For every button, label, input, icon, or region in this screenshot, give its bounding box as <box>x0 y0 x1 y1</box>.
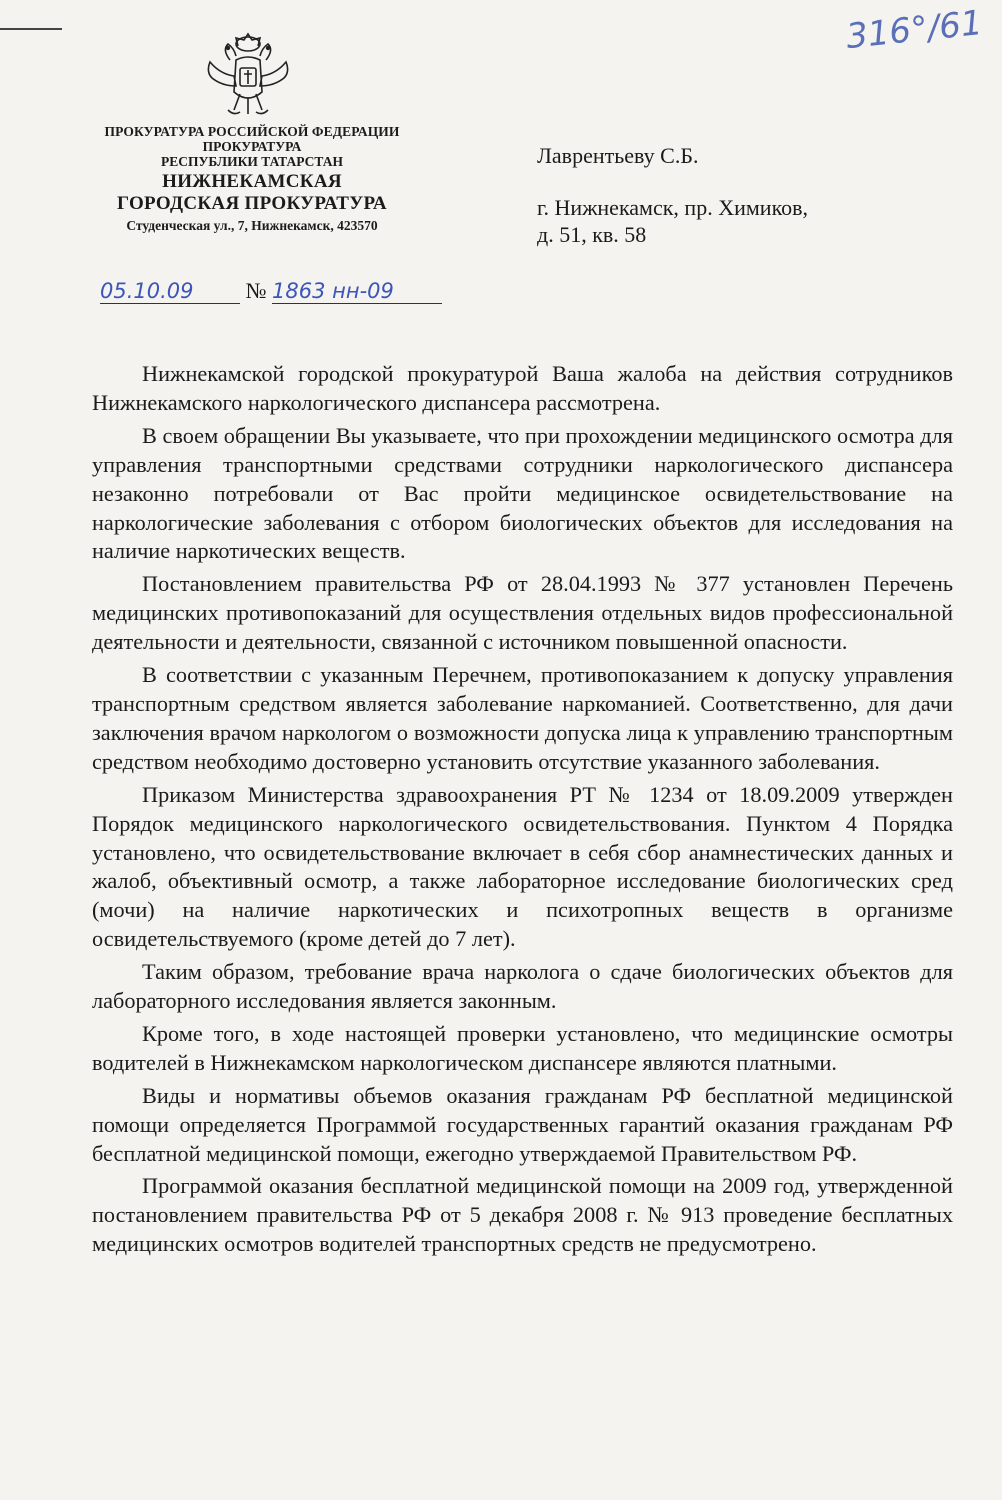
recipient-address-line1: г. Нижнекамск, пр. Химиков, <box>537 195 809 221</box>
paragraph: Таким образом, требование врача нарколога о сдаче биологических объектов для лабораторного исследования является законным. <box>92 959 953 1014</box>
paragraph: Постановлением правительства РФ от 28.04.1993 № 377 установлен Перечень медицинских противопоказаний для осуществления отдельных видов профессиональной деятельности и деятельности, связанной с источником повышенной опасности. <box>92 571 953 655</box>
double-headed-eagle-emblem-icon <box>200 30 296 124</box>
number-sign: № <box>245 278 267 303</box>
sender-line-office: ГОРОДСКАЯ ПРОКУРАТУРА <box>117 192 387 214</box>
handwritten-registration-mark: 316°/61 <box>844 2 985 58</box>
paragraph: Кроме того, в ходе настоящей проверки установлено, что медицинские осмотры водителей в Нижнекамском наркологическом диспансере являются платными. <box>92 1020 953 1075</box>
sender-line-federation: ПРОКУРАТУРА РОССИЙСКОЙ ФЕДЕРАЦИИ <box>104 124 400 139</box>
scan-edge-line <box>0 28 62 30</box>
recipient-name: Лаврентьеву С.Б. <box>537 143 699 168</box>
letter-body <box>92 360 953 1263</box>
paragraph: Нижнекамской городской прокуратурой Ваша жалоба на действия сотрудников Нижнекамского наркологического диспансера рассмотрена. <box>92 361 953 415</box>
registration-date: 05.10.09 <box>100 279 240 304</box>
paragraph: Программой оказания бесплатной медицинской помощи на 2009 год, утвержденной постановлением правительства РФ от 5 декабря 2008 г. № 913 проведение бесплатных медицинских осмотров водителей транспортных средств не предусмотрено. <box>92 1173 953 1257</box>
paragraph: В соответствии с указанным Перечнем, противопоказанием к допуску управления транспортным средством является заболевание наркоманией. Соответственно, для дачи заключения врачом наркологом о возможности допуска лица к управлению транспортным средством необходимо достоверно установить отсутствие указанного заболевания. <box>92 662 953 774</box>
recipient-address-line2: д. 51, кв. 58 <box>537 221 647 247</box>
sender-line-prokuratura: ПРОКУРАТУРА <box>202 139 302 155</box>
registration-line <box>100 278 442 304</box>
sender-address: Студенческая ул., 7, Нижнекамск, 423570 <box>126 217 378 233</box>
paragraph: Виды и нормативы объемов оказания гражданам РФ бесплатной медицинской помощи определяется Программой государственных гарантий оказания гражданам РФ бесплатной медицинской помощи, ежегодно утверждаемой Правительством РФ. <box>92 1082 953 1166</box>
recipient-block <box>537 143 808 248</box>
sender-line-city: НИЖНЕКАМСКАЯ <box>162 171 342 193</box>
sender-line-republic: РЕСПУБЛИКИ ТАТАРСТАН <box>161 154 343 170</box>
paragraph: В своем обращении Вы указываете, что при прохождении медицинского осмотра для управления транспортными средствами сотрудники наркологического диспансера незаконно потребовали от Вас пройти медицинское освидетельствование на наркологические заболевания с отбором биологических объектов для исследования на наличие наркотических веществ. <box>92 422 953 564</box>
paragraph: Приказом Министерства здравоохранения РТ № 1234 от 18.09.2009 утвержден Порядок медицинского наркологического освидетельствования. Пунктом 4 Порядка установлено, что освидетельствование включает в себя сбор анамнестических данных и жалоб, объективный осмотр, а также лабораторное исследование биологических сред (мочи) на наличие наркотических и психотропных веществ в организме освидетельствуемого (кроме детей до 7 лет). <box>92 781 953 952</box>
sender-header <box>92 124 412 233</box>
registration-number: 1863 нн-09 <box>272 279 442 304</box>
